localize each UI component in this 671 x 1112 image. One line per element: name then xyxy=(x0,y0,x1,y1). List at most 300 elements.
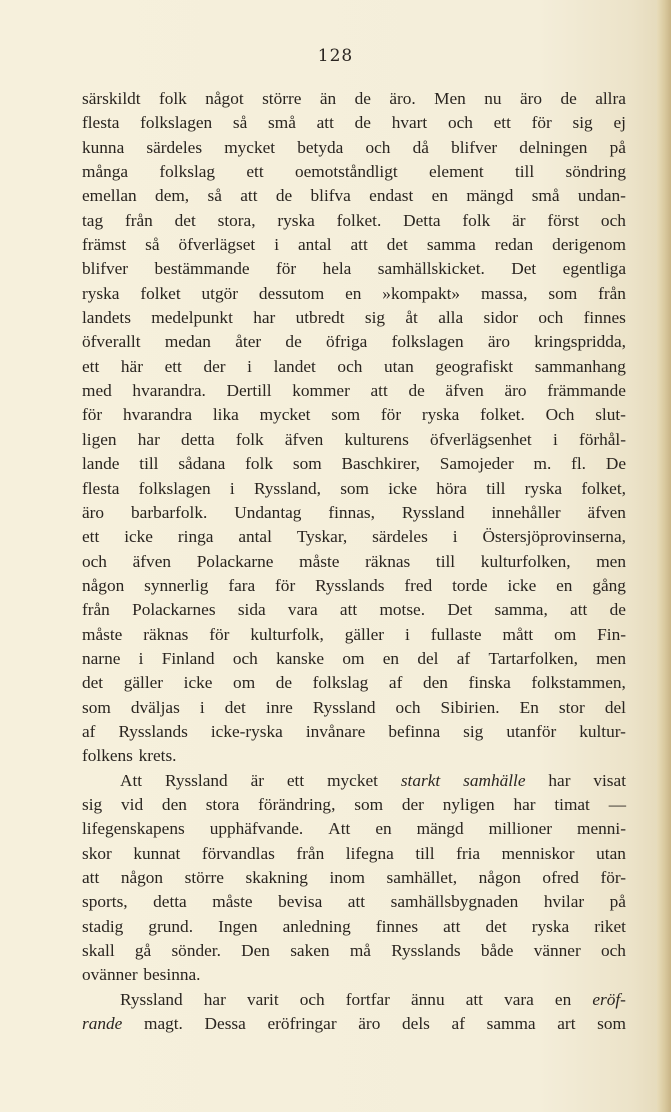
word: har xyxy=(203,989,226,1009)
word: i xyxy=(274,235,280,255)
word: Dessa xyxy=(204,1014,246,1034)
word: en xyxy=(345,283,362,303)
word: kunna xyxy=(82,137,125,157)
word: äfven xyxy=(284,429,324,449)
word: riket xyxy=(594,916,626,936)
word: förhål- xyxy=(578,429,626,449)
word: Tartarfolken, xyxy=(488,648,578,668)
word: fullaste xyxy=(430,624,482,644)
word: mycket xyxy=(259,405,311,425)
word: äro xyxy=(519,89,543,108)
word: och xyxy=(299,989,325,1009)
word: del xyxy=(417,648,439,668)
word: m. xyxy=(533,454,552,474)
word: men xyxy=(596,551,626,571)
text-line xyxy=(82,428,626,452)
word: det xyxy=(485,916,507,936)
word: den xyxy=(422,673,448,693)
word: Östersjöprovinserna, xyxy=(482,527,626,547)
word: de xyxy=(285,332,302,352)
text-line xyxy=(82,988,626,1012)
word: mängd xyxy=(416,819,464,839)
word: detta xyxy=(153,892,187,912)
word: Dertill xyxy=(226,381,272,401)
word: folk xyxy=(245,454,274,474)
word: folkslagen xyxy=(138,478,211,498)
word: må xyxy=(349,941,371,961)
word: för xyxy=(380,405,402,425)
word: folket, xyxy=(581,478,626,498)
word: att xyxy=(240,186,258,206)
word: timat xyxy=(554,794,590,814)
word: hvarandra xyxy=(122,405,193,425)
word: har xyxy=(548,770,571,790)
text-line xyxy=(82,452,626,476)
word: icke xyxy=(183,673,213,693)
word: har xyxy=(513,794,536,814)
word: både xyxy=(480,941,514,961)
word: gå xyxy=(134,941,152,961)
word: de xyxy=(275,673,293,693)
word: små xyxy=(268,113,296,133)
word: öfverlägset xyxy=(178,235,256,255)
word: äro xyxy=(82,502,105,522)
word: samma xyxy=(426,235,476,255)
word: medan xyxy=(164,332,211,352)
text-line xyxy=(82,160,626,184)
word: starkt xyxy=(400,770,441,790)
word: medelpunkt xyxy=(151,308,233,328)
text-line xyxy=(82,501,626,525)
word: ännu xyxy=(411,989,445,1009)
word: eröf- xyxy=(592,989,626,1009)
word: gäller xyxy=(344,624,385,644)
text-line xyxy=(82,744,626,768)
text-line xyxy=(82,257,626,281)
word: äfven xyxy=(445,381,484,401)
word: öfverallt xyxy=(82,332,141,352)
word: och xyxy=(447,113,473,133)
word: — xyxy=(608,794,626,814)
word: narne xyxy=(82,648,121,668)
word: undan- xyxy=(577,186,626,206)
word: någon xyxy=(82,575,125,595)
word: de xyxy=(275,186,293,206)
word: förändring, xyxy=(258,794,336,814)
word: många xyxy=(82,162,129,182)
word: flesta xyxy=(82,478,120,498)
word: lifegenskapens xyxy=(82,819,185,839)
word: vänner xyxy=(533,941,581,961)
word: hvilar xyxy=(543,892,585,912)
word: varit xyxy=(246,989,279,1009)
word: äfven xyxy=(132,551,172,571)
word: ringa xyxy=(177,527,214,547)
text-line xyxy=(82,866,626,890)
word: särdeles xyxy=(372,527,428,547)
word: folk xyxy=(158,89,187,108)
word: alla xyxy=(438,308,464,328)
word: med xyxy=(82,381,112,401)
word: ovänner xyxy=(82,965,138,985)
word: blifver xyxy=(82,259,129,279)
word: barbarfolk. xyxy=(131,502,208,522)
text-line xyxy=(82,793,626,817)
word: de xyxy=(560,89,577,108)
word: visat xyxy=(593,770,626,790)
word: lika xyxy=(212,405,239,425)
text-line xyxy=(82,330,626,354)
word: nyligen xyxy=(442,794,495,814)
word: motse. xyxy=(379,600,426,620)
word: sammanhang xyxy=(534,356,626,376)
word: »kompakt» xyxy=(382,283,461,303)
word: här xyxy=(120,356,143,376)
word: folkens xyxy=(82,746,133,766)
word: så xyxy=(207,186,222,206)
word: för xyxy=(275,259,297,279)
word: att xyxy=(570,600,588,620)
word: detta xyxy=(181,429,215,449)
word: höra xyxy=(436,478,467,498)
word: lande xyxy=(82,454,120,474)
word: i xyxy=(552,429,558,449)
word: det xyxy=(224,697,246,717)
word: redan xyxy=(494,235,534,255)
word: en xyxy=(375,819,392,839)
word: Samojeder xyxy=(439,454,514,474)
word: mängd xyxy=(466,186,514,206)
word: Rysslands xyxy=(118,721,188,741)
word: sig xyxy=(82,794,103,814)
word: geografiskt xyxy=(435,356,514,376)
word: den xyxy=(161,794,187,814)
word: eröfringar xyxy=(267,1014,337,1034)
word: särskildt xyxy=(82,89,141,108)
word: från xyxy=(82,600,110,620)
word: Det xyxy=(511,259,537,279)
text-line xyxy=(82,963,626,987)
word: ett xyxy=(286,770,305,790)
word: skakning xyxy=(245,868,308,887)
word: ryska xyxy=(421,405,460,425)
word: sönder. xyxy=(171,941,221,961)
text-line xyxy=(82,477,626,501)
word: äro. xyxy=(389,89,416,108)
word: icke xyxy=(124,527,153,547)
word: Fin- xyxy=(597,624,626,644)
word: och xyxy=(395,697,421,717)
text-line xyxy=(82,87,626,111)
word: folket xyxy=(140,283,181,303)
word: samhälle xyxy=(463,770,526,790)
word: ett xyxy=(82,527,100,547)
word: utgör xyxy=(201,283,239,303)
word: något xyxy=(205,89,244,108)
word: stor xyxy=(558,697,585,717)
word: räknas xyxy=(365,551,411,571)
word: de xyxy=(609,600,626,620)
word: art xyxy=(557,1014,576,1034)
word: krets. xyxy=(138,746,177,766)
word: samma, xyxy=(494,600,548,620)
word: att xyxy=(350,235,368,255)
word: stora xyxy=(205,794,240,814)
word: af xyxy=(451,1014,465,1034)
word: än xyxy=(319,89,337,108)
word: kulturfolk, xyxy=(250,624,324,644)
text-line xyxy=(82,184,626,208)
word: vid xyxy=(121,794,144,814)
word: det xyxy=(174,210,196,230)
word: synnerlig xyxy=(144,575,209,595)
word: åt xyxy=(405,308,418,328)
word: till xyxy=(486,478,506,498)
word: att xyxy=(443,916,461,936)
word: att xyxy=(82,868,100,887)
word: ryska xyxy=(524,478,563,498)
word: att xyxy=(370,381,388,401)
word: i xyxy=(404,624,410,644)
text-line xyxy=(82,890,626,914)
word: fara xyxy=(228,575,256,595)
text-line xyxy=(82,623,626,647)
word: som xyxy=(597,1014,626,1034)
text-line xyxy=(82,939,626,963)
word: öfriga xyxy=(326,332,368,352)
word: det xyxy=(82,673,104,693)
word: utbredt xyxy=(295,308,345,328)
word: Polackarne xyxy=(196,551,274,571)
word: Baschkirer, xyxy=(341,454,420,474)
word: sig xyxy=(572,113,593,133)
word: från xyxy=(598,283,626,303)
text-line xyxy=(82,1012,626,1036)
word: för- xyxy=(600,868,626,887)
word: och xyxy=(232,648,258,668)
word: oemotståndligt xyxy=(294,162,398,182)
word: är xyxy=(250,770,264,790)
text-line xyxy=(82,769,626,793)
word: samhället, xyxy=(386,868,458,887)
word: en xyxy=(431,186,448,206)
word: del xyxy=(604,697,626,717)
word: Att xyxy=(328,819,351,839)
word: torde xyxy=(452,575,488,595)
word: stadig xyxy=(82,916,124,936)
word: kultur- xyxy=(579,721,626,741)
word: ett xyxy=(164,356,182,376)
word: och xyxy=(538,308,564,328)
word: hvart xyxy=(391,113,428,133)
word: till xyxy=(415,843,435,863)
word: och xyxy=(82,551,107,571)
word: öfverlägsenhet xyxy=(430,429,532,449)
word: folk xyxy=(462,210,491,230)
word: sida xyxy=(237,600,266,620)
word: på xyxy=(609,892,626,912)
word: äfven xyxy=(587,502,626,522)
word: utan xyxy=(596,843,626,863)
word: flesta xyxy=(82,113,120,133)
word: men xyxy=(596,648,626,668)
word: landet xyxy=(273,356,316,376)
word: Men xyxy=(434,89,466,108)
word: sig xyxy=(364,308,386,328)
word: innehåller xyxy=(491,502,561,522)
word: anledning xyxy=(282,916,351,936)
word: emellan xyxy=(82,186,137,206)
word: det xyxy=(386,235,408,255)
word: sidor xyxy=(483,308,519,328)
word: om xyxy=(342,648,365,668)
word: Ingen xyxy=(218,916,258,936)
word: egentliga xyxy=(562,259,626,279)
word: folkslagen xyxy=(391,332,464,352)
word: en xyxy=(556,575,573,595)
word: Polackarnes xyxy=(132,600,216,620)
word: folkstammen, xyxy=(531,673,626,693)
word: gång xyxy=(592,575,626,595)
word: element xyxy=(428,162,484,182)
word: för xyxy=(531,113,552,133)
word: blifva xyxy=(310,186,351,206)
word: äro xyxy=(487,332,510,352)
word: massa, xyxy=(480,283,528,303)
word: inom xyxy=(329,868,365,887)
word: ryska xyxy=(277,210,315,230)
word: ej xyxy=(613,113,626,133)
word: landets xyxy=(82,308,131,328)
word: som xyxy=(548,283,578,303)
word: af xyxy=(388,673,403,693)
word: delningen xyxy=(519,137,588,157)
text-line xyxy=(82,111,626,135)
word: af xyxy=(456,648,471,668)
word: stora, xyxy=(217,210,256,230)
word: nu xyxy=(484,89,502,108)
word: gäller xyxy=(123,673,164,693)
word: fred xyxy=(404,575,433,595)
text-line xyxy=(82,647,626,671)
word: söndring xyxy=(565,162,626,182)
word: ryska xyxy=(531,916,570,936)
word: i xyxy=(452,527,458,547)
word: en xyxy=(382,648,400,668)
word: lifegna xyxy=(345,843,394,863)
word: folkslag xyxy=(159,162,216,182)
word: antal xyxy=(238,527,272,547)
text-line xyxy=(82,379,626,403)
word: utan xyxy=(383,356,414,376)
word: der xyxy=(203,356,226,376)
word: i xyxy=(229,478,235,498)
word: inre xyxy=(265,697,293,717)
text-line xyxy=(82,233,626,257)
text-line xyxy=(82,671,626,695)
word: dväljas xyxy=(130,697,180,717)
word: Och xyxy=(545,405,575,425)
word: större xyxy=(262,89,302,108)
word: till xyxy=(435,551,456,571)
word: då xyxy=(412,137,429,157)
word: Rysslands xyxy=(315,575,385,595)
word: befinna xyxy=(388,721,441,741)
word: kanske xyxy=(276,648,325,668)
word: äro xyxy=(504,381,527,401)
word: bestämmande xyxy=(154,259,250,279)
word: af xyxy=(82,721,96,741)
word: att xyxy=(339,600,358,620)
word: mycket xyxy=(327,770,378,790)
word: icke xyxy=(388,478,418,498)
word: för xyxy=(275,575,296,595)
word: att xyxy=(316,113,334,133)
text-line xyxy=(82,842,626,866)
word: ligen xyxy=(82,429,117,449)
word: de xyxy=(354,89,371,108)
word: om xyxy=(233,673,256,693)
word: från xyxy=(296,843,325,863)
text-line xyxy=(82,817,626,841)
word: derigenom xyxy=(552,235,626,255)
word: som xyxy=(331,405,361,425)
word: om xyxy=(554,624,577,644)
word: räknas xyxy=(143,624,189,644)
word: som xyxy=(292,454,322,474)
word: först xyxy=(547,210,580,230)
word: folket. xyxy=(480,405,525,425)
word: dem, xyxy=(155,186,190,206)
word: samhällskicket. xyxy=(377,259,485,279)
word: De xyxy=(605,454,626,474)
word: Sibirien. xyxy=(440,697,500,717)
word: folkslag xyxy=(312,673,369,693)
word: äro xyxy=(358,1014,381,1034)
word: betyda xyxy=(297,137,344,157)
word: icke xyxy=(507,575,537,595)
word: ett xyxy=(246,162,264,182)
word: kulturens xyxy=(344,429,409,449)
word: Finland xyxy=(161,648,215,668)
text-line xyxy=(82,403,626,427)
word: upphäfvande. xyxy=(209,819,304,839)
word: måste xyxy=(212,892,253,912)
word: fortfar xyxy=(345,989,390,1009)
word: Ryssland, xyxy=(253,478,321,498)
word: finska xyxy=(468,673,511,693)
word: grund. xyxy=(148,916,194,936)
text-line xyxy=(82,550,626,574)
word: och xyxy=(601,941,626,961)
word: som xyxy=(340,478,369,498)
word: sig xyxy=(463,721,484,741)
word: fl. xyxy=(571,454,587,474)
word: åter xyxy=(235,332,262,352)
word: måste xyxy=(299,551,340,571)
text-line xyxy=(82,598,626,622)
word: folket. xyxy=(336,210,382,230)
word: blifver xyxy=(451,137,498,157)
word: att xyxy=(465,989,483,1009)
word: antal xyxy=(297,235,332,255)
word: rande xyxy=(82,1014,123,1034)
word: ett xyxy=(493,113,511,133)
text-line xyxy=(82,574,626,598)
word: i xyxy=(199,697,205,717)
word: en xyxy=(554,989,572,1009)
word: i xyxy=(247,356,252,376)
